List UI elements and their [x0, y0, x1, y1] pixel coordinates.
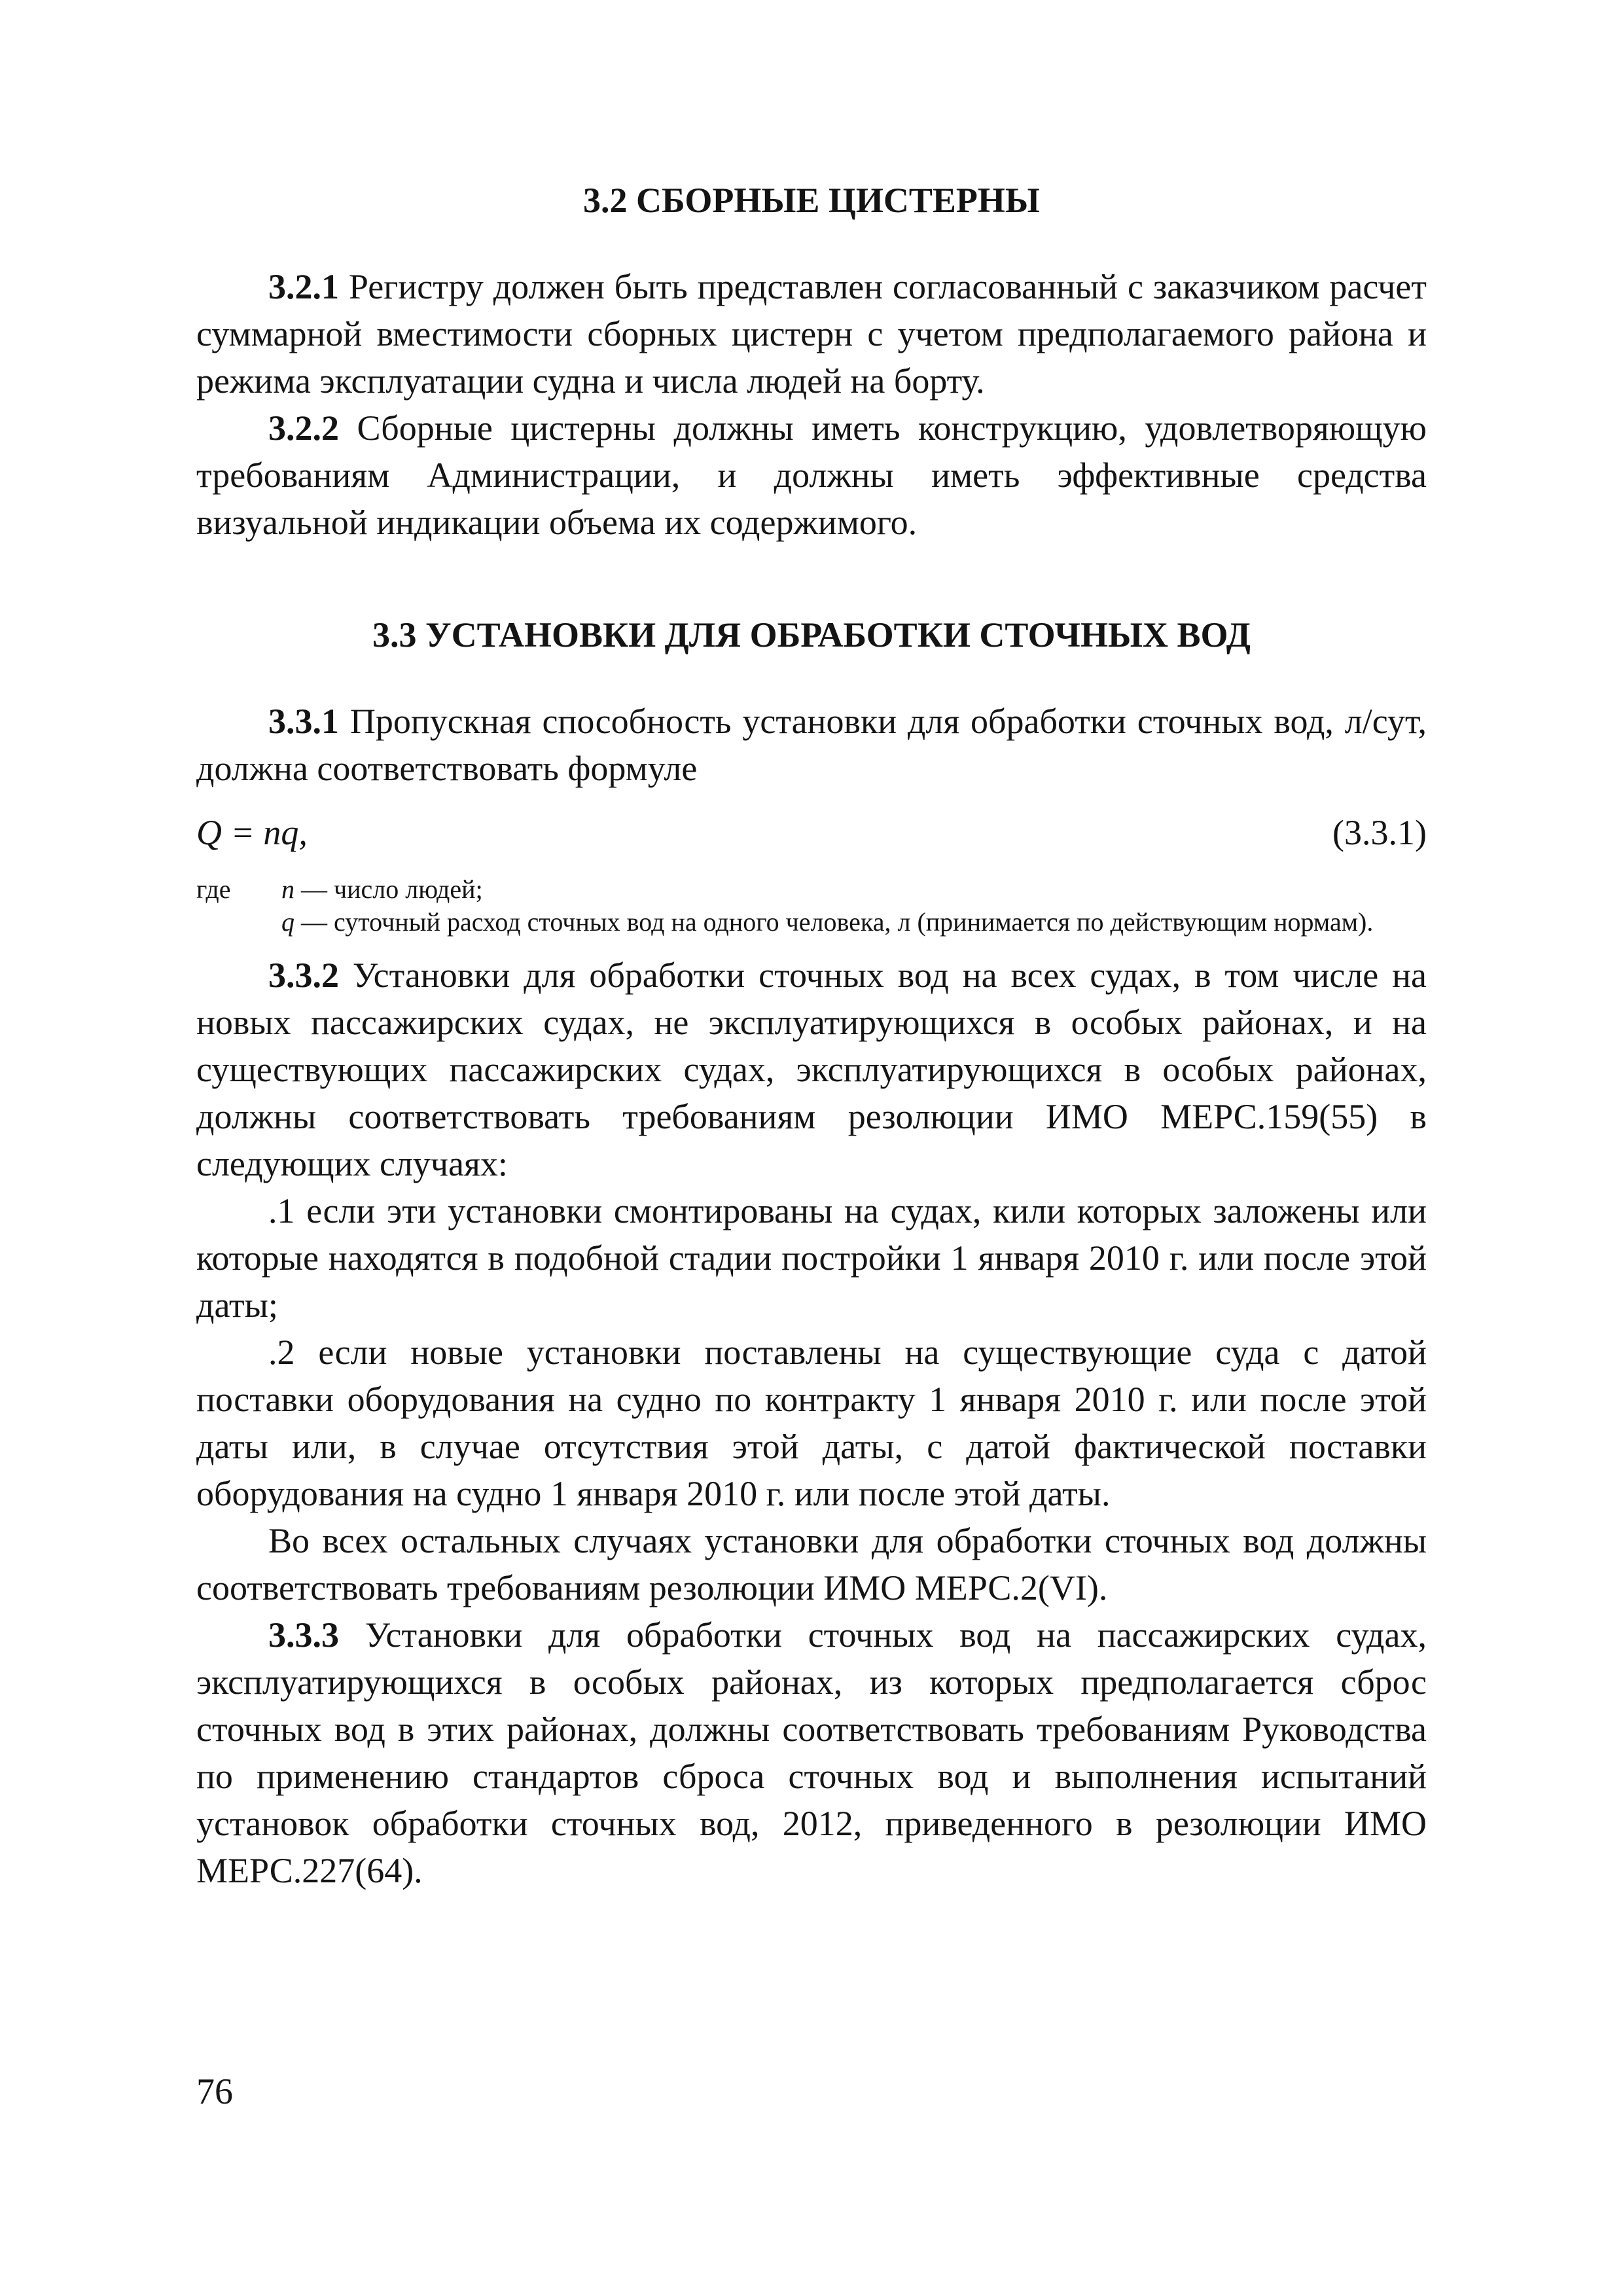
paragraph-3-3-3 [196, 1611, 1427, 1894]
paragraph-text: Установки для обработки сточных вод на всех судах, в том числе на новых пассажирских судах, не эксплуатирующихся в особых районах, и на существующих пассажирских судах, эксплуатирующихся в особых районах, должны соответствовать требованиям резолюции ИМО МЕРС.159(55) в следующих случаях: [196, 956, 1427, 1183]
list-item-1: .1 если эти установки смонтированы на судах, кили которых заложены или которые находятся в подобной стадии постройки 1 января 2010 г. или после этой даты; [196, 1191, 1427, 1325]
paragraph-3-3-1 [196, 698, 1427, 792]
paragraph-3-3-2 [196, 952, 1427, 1187]
formula: Q = nq, [196, 813, 308, 852]
paragraph-number: 3.3.2 [268, 956, 339, 995]
paragraph-text: Установки для обработки сточных вод на пассажирских судах, эксплуатирующихся в особых районах, из которых предполагается сброс сточных вод в этих районах, должны соответствовать требованиям Руководства по применению стандартов сброса сточных вод и выполнения испытаний установок обработки сточных вод, 2012, приведенного в резолюции ИМО МЕРС.227(64). [196, 1615, 1427, 1890]
paragraph-number: 3.3.1 [268, 702, 339, 741]
document-page [196, 157, 1427, 1894]
paragraph-number: 3.2.1 [268, 267, 339, 306]
paragraph-other-cases: Во всех остальных случаях установки для обработки сточных вод должны соответствовать требованиям резолюции ИМО МЕРС.2(VI). [196, 1521, 1427, 1607]
paragraph-3-2-2 [196, 404, 1427, 546]
formula-number: (3.3.1) [1332, 813, 1427, 852]
paragraph-number: 3.2.2 [268, 408, 339, 448]
where-item-n [281, 873, 1427, 906]
where-items [281, 873, 1427, 939]
where-label: где [196, 874, 231, 904]
where-text: — число людей; [294, 874, 483, 904]
where-item-q [281, 906, 1427, 939]
where-block [196, 873, 1427, 939]
list-item-2: .2 если новые установки поставлены на существующие суда с датой поставки оборудования на судно по контракту 1 января 2010 г. или после этой даты или, в случае отсутствия этой даты, с датой фактической поставки оборудования на судно 1 января 2010 г. или после этой даты. [196, 1333, 1427, 1513]
paragraph-text: Пропускная способность установки для обработки сточных вод, л/сут, должна соответствовать формуле [196, 702, 1427, 788]
section-3-2-heading: 3.2 СБОРНЫЕ ЦИСТЕРНЫ [583, 181, 1040, 220]
paragraph-3-2-1 [196, 263, 1427, 404]
paragraph-text: Регистру должен быть представлен согласованный с заказчиком расчет суммарной вместимости сборных цистерн с учетом предполагаемого района и режима эксплуатации судна и числа людей на борту. [196, 267, 1427, 401]
formula-row [196, 809, 1427, 856]
symbol-q: q [281, 907, 294, 937]
paragraph-text: Сборные цистерны должны иметь конструкцию, удовлетворяющую требованиям Администрации, и должны иметь эффективные средства визуальной индикации объема их содержимого. [196, 408, 1427, 542]
where-text: — суточный расход сточных вод на одного человека, л (принимается по действующим нормам). [294, 907, 1374, 937]
paragraph-number: 3.3.3 [268, 1615, 339, 1655]
symbol-n: n [281, 874, 294, 904]
section-3-3-heading: 3.3 УСТАНОВКИ ДЛЯ ОБРАБОТКИ СТОЧНЫХ ВОД [372, 615, 1251, 655]
page-number: 76 [196, 2072, 233, 2112]
